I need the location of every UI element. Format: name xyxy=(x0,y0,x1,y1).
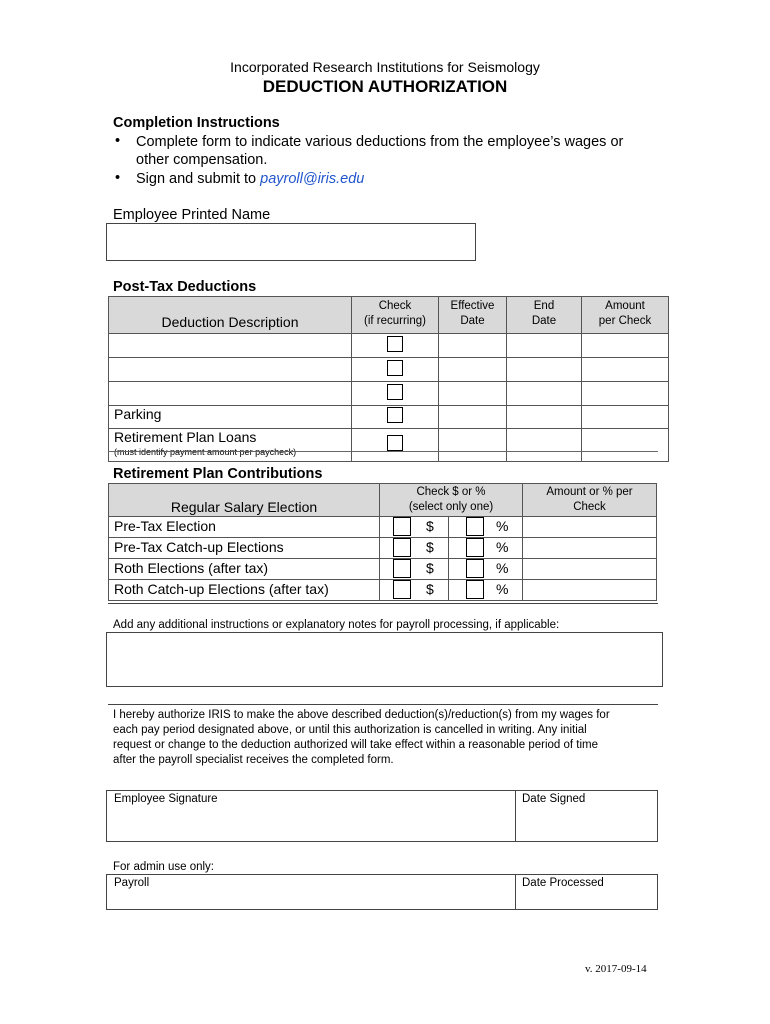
post-tax-col-amount-sub: per Check xyxy=(598,315,652,327)
table-row xyxy=(109,358,669,382)
retirement-col-amount-sub: Check xyxy=(573,501,606,513)
recurring-checkbox[interactable] xyxy=(387,360,403,376)
employee-name-label: Employee Printed Name xyxy=(113,207,271,223)
description-cell[interactable] xyxy=(109,358,352,382)
dollar-checkbox[interactable] xyxy=(393,517,411,536)
end-date-cell[interactable] xyxy=(507,406,582,429)
dollar-sign: $ xyxy=(426,560,434,576)
table-row xyxy=(109,382,669,406)
election-label: Roth Elections (after tax) xyxy=(114,560,269,576)
retirement-table xyxy=(108,483,657,601)
amount-cell[interactable] xyxy=(523,580,657,601)
employee-signature-label: Employee Signature xyxy=(114,793,218,805)
dollar-checkbox[interactable] xyxy=(393,580,411,599)
table-row xyxy=(109,334,669,358)
bullet-icon: • xyxy=(115,133,121,149)
table-row xyxy=(109,429,669,462)
end-date-cell[interactable] xyxy=(507,382,582,406)
divider xyxy=(108,603,658,604)
table-row xyxy=(109,559,657,580)
retirement-loans-label: Retirement Plan Loans xyxy=(114,429,257,445)
percent-sign: % xyxy=(496,560,509,576)
percent-checkbox[interactable] xyxy=(466,538,484,557)
bullet-icon: • xyxy=(115,170,121,186)
description-cell[interactable] xyxy=(109,334,352,358)
org-name: Incorporated Research Institutions for Seismology xyxy=(230,59,540,75)
table-row xyxy=(109,538,657,559)
effective-date-cell[interactable] xyxy=(439,429,507,462)
dollar-checkbox[interactable] xyxy=(393,559,411,578)
date-processed-field[interactable] xyxy=(515,874,658,910)
percent-checkbox[interactable] xyxy=(466,559,484,578)
table-row xyxy=(109,517,657,538)
dollar-checkbox[interactable] xyxy=(393,538,411,557)
amount-cell[interactable] xyxy=(523,517,657,538)
form-title: DEDUCTION AUTHORIZATION xyxy=(262,77,508,96)
post-tax-heading: Post-Tax Deductions xyxy=(113,279,257,295)
parking-label: Parking xyxy=(114,406,162,422)
table-row xyxy=(109,406,669,429)
instruction-2 xyxy=(136,171,364,187)
divider xyxy=(108,451,658,452)
authorization-line-3: request or change to the deduction authorized will take effect within a reasonable period of time xyxy=(113,739,599,751)
payroll-label: Payroll xyxy=(114,877,150,889)
payroll-email-link[interactable]: payroll@iris.edu xyxy=(260,171,365,187)
post-tax-col-amount: Amount xyxy=(605,300,645,312)
amount-cell[interactable] xyxy=(582,406,669,429)
description-cell[interactable] xyxy=(109,382,352,406)
post-tax-col-check-sub: (if recurring) xyxy=(364,315,426,327)
employee-name-field[interactable] xyxy=(106,223,476,261)
percent-sign: % xyxy=(496,518,509,534)
retirement-loans-note: (must identify payment amount per paycheck) xyxy=(114,447,297,457)
election-label: Roth Catch-up Elections (after tax) xyxy=(114,581,329,597)
post-tax-col-check: Check xyxy=(378,300,412,312)
admin-label: For admin use only: xyxy=(113,861,214,873)
election-label: Pre-Tax Election xyxy=(114,518,216,534)
authorization-line-2: each pay period designated above, or until this authorization is cancelled in writing. Any initial xyxy=(113,724,587,736)
election-label: Pre-Tax Catch-up Elections xyxy=(114,539,284,555)
recurring-checkbox[interactable] xyxy=(387,435,403,451)
instruction-2-text: Sign and submit to xyxy=(136,171,261,187)
table-row xyxy=(109,580,657,601)
instructions-heading: Completion Instructions xyxy=(113,115,280,131)
employee-signature-field[interactable] xyxy=(106,790,516,842)
post-tax-col-effective-sub: Date xyxy=(460,315,485,327)
amount-cell[interactable] xyxy=(523,538,657,559)
recurring-checkbox[interactable] xyxy=(387,407,403,423)
notes-label: Add any additional instructions or explanatory notes for payroll processing, if applicable: xyxy=(113,619,560,631)
amount-cell[interactable] xyxy=(582,382,669,406)
post-tax-col-end-sub: Date xyxy=(531,315,557,327)
instruction-1-line2: other compensation. xyxy=(136,152,268,168)
percent-sign: % xyxy=(496,581,509,597)
percent-checkbox[interactable] xyxy=(466,580,484,599)
recurring-checkbox[interactable] xyxy=(387,336,403,352)
end-date-cell[interactable] xyxy=(507,334,582,358)
retirement-col-check-sub: (select only one) xyxy=(408,501,494,513)
effective-date-cell[interactable] xyxy=(439,358,507,382)
retirement-heading: Retirement Plan Contributions xyxy=(113,466,323,482)
divider xyxy=(108,704,658,705)
retirement-col-amount: Amount or % per xyxy=(546,486,633,498)
effective-date-cell[interactable] xyxy=(439,334,507,358)
date-signed-field[interactable] xyxy=(515,790,658,842)
percent-sign: % xyxy=(496,539,509,555)
percent-checkbox[interactable] xyxy=(466,517,484,536)
post-tax-col-description: Deduction Description xyxy=(161,314,299,330)
retirement-col-election: Regular Salary Election xyxy=(170,499,318,515)
recurring-checkbox[interactable] xyxy=(387,384,403,400)
dollar-sign: $ xyxy=(426,581,434,597)
date-processed-label: Date Processed xyxy=(522,877,604,889)
version-label: v. 2017-09-14 xyxy=(585,963,647,975)
post-tax-col-effective: Effective xyxy=(450,300,495,312)
post-tax-table xyxy=(108,296,669,462)
retirement-col-check: Check $ or % xyxy=(416,486,486,498)
effective-date-cell[interactable] xyxy=(439,406,507,429)
notes-field[interactable] xyxy=(106,632,663,687)
authorization-line-4: after the payroll specialist receives the completed form. xyxy=(113,754,394,766)
end-date-cell[interactable] xyxy=(507,358,582,382)
end-date-cell[interactable] xyxy=(507,429,582,462)
effective-date-cell[interactable] xyxy=(439,382,507,406)
dollar-sign: $ xyxy=(426,539,434,555)
amount-cell[interactable] xyxy=(523,559,657,580)
amount-cell[interactable] xyxy=(582,334,669,358)
dollar-sign: $ xyxy=(426,518,434,534)
authorization-line-1: I hereby authorize IRIS to make the above described deduction(s)/reduction(s) from my wages for xyxy=(113,709,610,721)
amount-cell[interactable] xyxy=(582,429,669,462)
post-tax-col-end: End xyxy=(533,300,555,312)
instruction-1-line1: Complete form to indicate various deductions from the employee’s wages or xyxy=(136,134,624,150)
payroll-field[interactable] xyxy=(106,874,516,910)
date-signed-label: Date Signed xyxy=(522,793,586,805)
amount-cell[interactable] xyxy=(582,358,669,382)
